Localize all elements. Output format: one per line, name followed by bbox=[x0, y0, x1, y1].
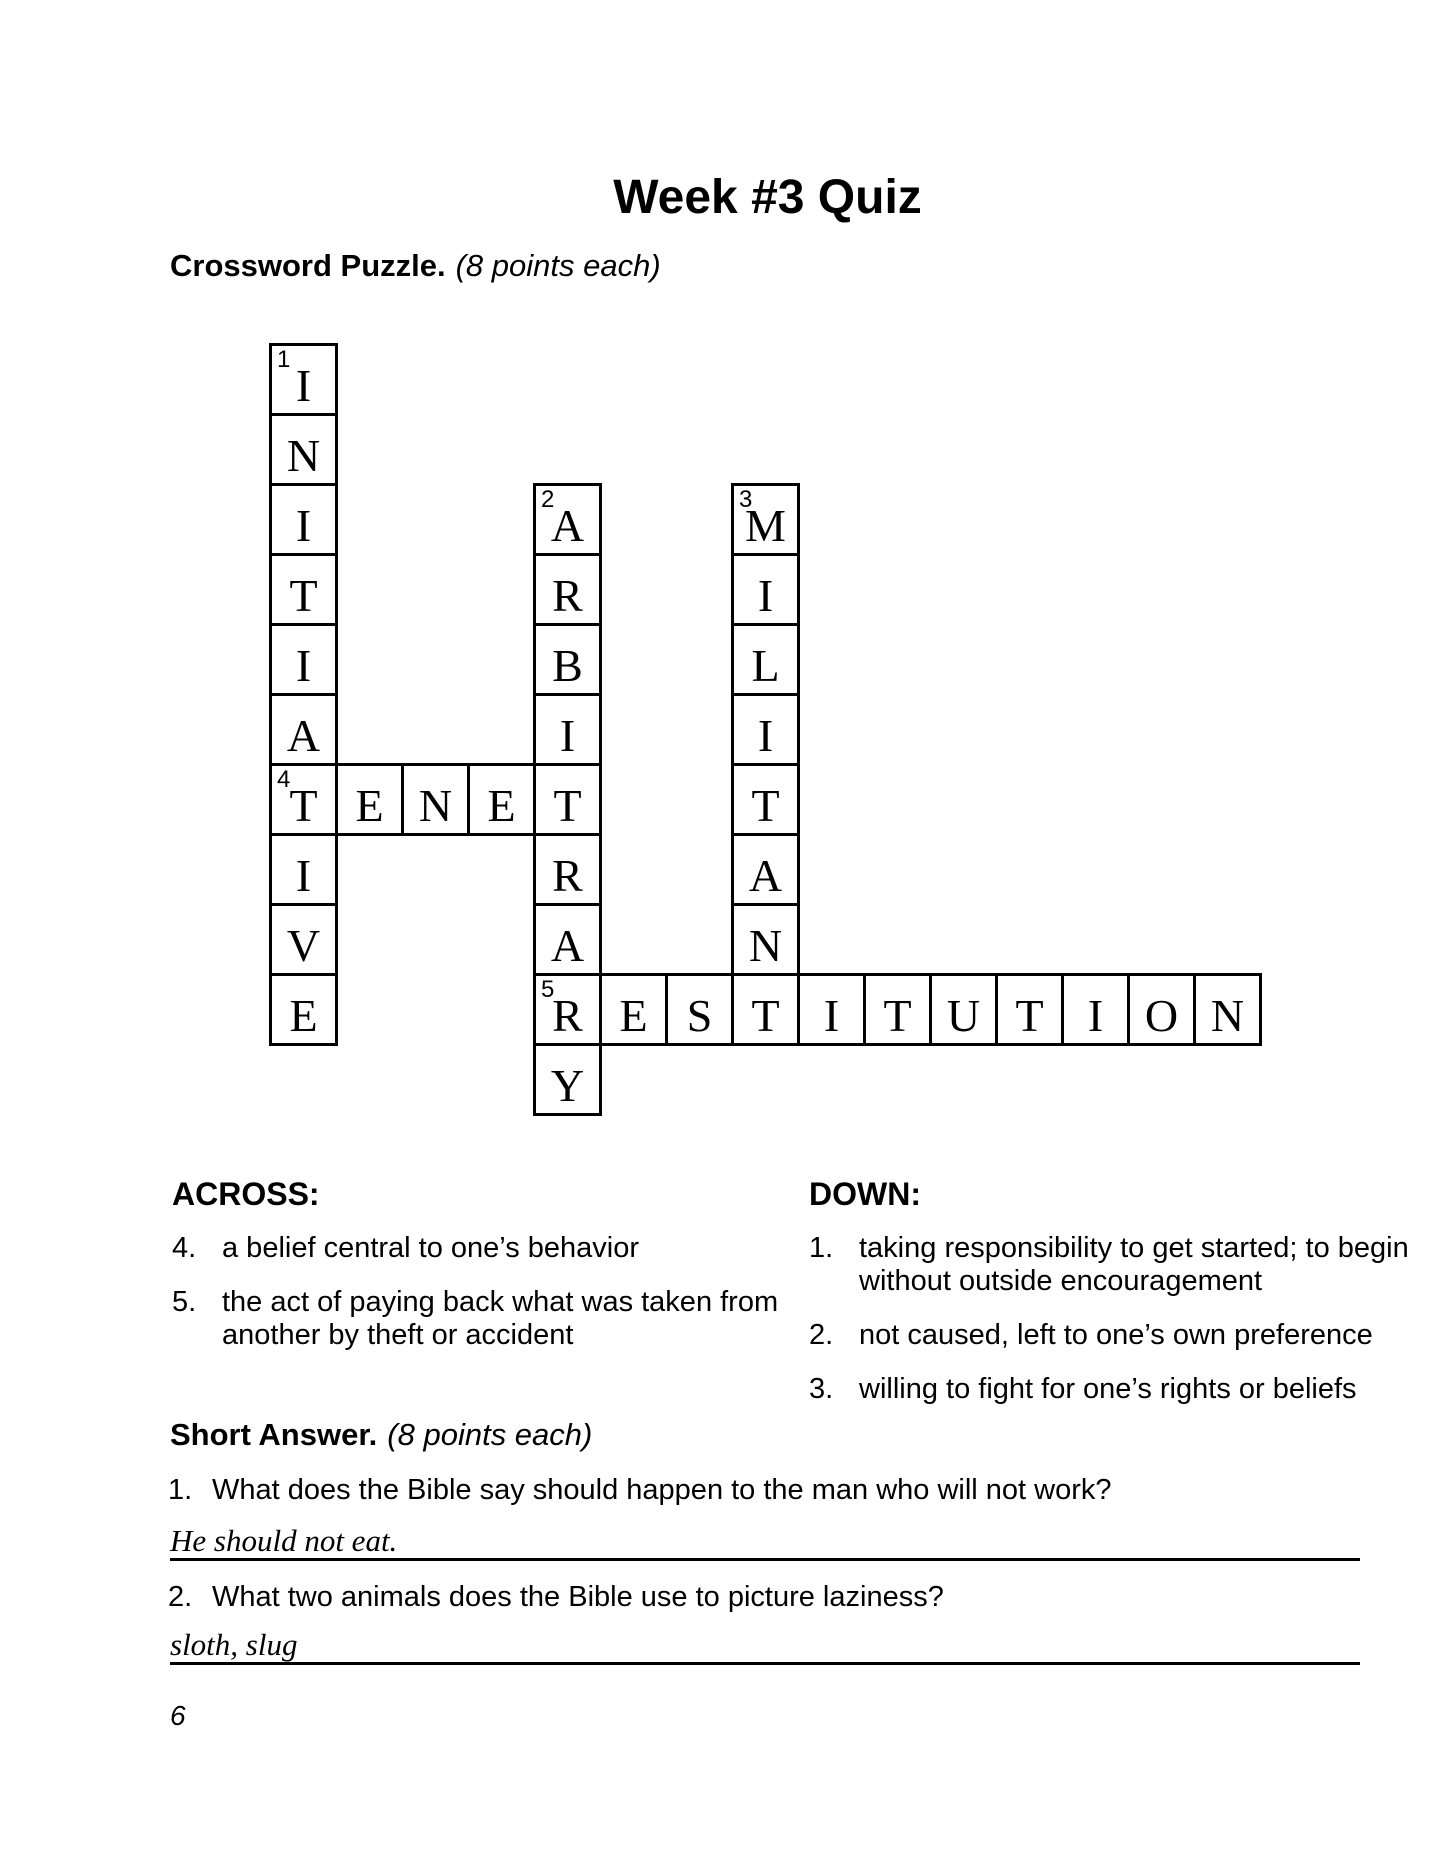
crossword-cell bbox=[731, 623, 800, 696]
down-heading: DOWN: bbox=[809, 1176, 921, 1212]
clue-line: another by theft or accident bbox=[222, 1319, 574, 1351]
crossword-cell bbox=[533, 973, 602, 1046]
crossword-cell bbox=[1061, 973, 1130, 1046]
clue-number: 4. bbox=[172, 1232, 197, 1264]
cell-letter: I bbox=[757, 570, 774, 621]
cell-letter: O bbox=[1144, 990, 1179, 1041]
clue-number-in-cell: 4 bbox=[277, 766, 291, 793]
crossword-cell bbox=[929, 973, 998, 1046]
cell-letter: N bbox=[286, 430, 321, 481]
cell-letter: I bbox=[295, 500, 312, 551]
short-answer-heading-label: Short Answer. bbox=[170, 1417, 378, 1452]
down-clue-1 bbox=[809, 1232, 1409, 1298]
cell-letter: E bbox=[289, 990, 318, 1041]
clue-number: 1. bbox=[809, 1232, 834, 1264]
cell-letter: T bbox=[553, 780, 582, 831]
clue-line: taking responsibility to get started; to begin bbox=[859, 1232, 1409, 1264]
cell-letter: I bbox=[1087, 990, 1104, 1041]
clue-line: the act of paying back what was taken from bbox=[222, 1286, 779, 1318]
cell-letter: T bbox=[289, 570, 318, 621]
cell-letter: U bbox=[946, 990, 981, 1041]
clue-text bbox=[859, 1373, 1357, 1406]
crossword-cell bbox=[269, 483, 338, 556]
cell-letter: A bbox=[550, 920, 585, 971]
cell-letter: A bbox=[550, 500, 585, 551]
crossword-cell bbox=[533, 833, 602, 906]
cell-letter: I bbox=[559, 710, 576, 761]
crossword-cell bbox=[269, 833, 338, 906]
crossword-cell bbox=[269, 903, 338, 976]
crossword-heading-label: Crossword Puzzle. bbox=[170, 248, 446, 283]
cell-letter: N bbox=[1210, 990, 1245, 1041]
question-text: What two animals does the Bible use to picture laziness? bbox=[212, 1581, 944, 1613]
cell-letter: N bbox=[418, 780, 453, 831]
crossword-cell bbox=[863, 973, 932, 1046]
cell-letter: R bbox=[552, 990, 583, 1041]
crossword-cell bbox=[533, 553, 602, 626]
cell-letter: S bbox=[686, 990, 713, 1041]
cell-letter: T bbox=[883, 990, 912, 1041]
across-clue-4 bbox=[172, 1232, 772, 1265]
cell-letter: E bbox=[487, 780, 516, 831]
crossword-cell bbox=[731, 903, 800, 976]
cell-letter: Y bbox=[550, 1060, 585, 1111]
cell-letter: A bbox=[748, 850, 783, 901]
crossword-cell bbox=[797, 973, 866, 1046]
cell-letter: I bbox=[295, 850, 312, 901]
crossword-cell bbox=[731, 833, 800, 906]
down-clue-3 bbox=[809, 1373, 1409, 1406]
clue-number-in-cell: 5 bbox=[541, 976, 555, 1003]
crossword-cell bbox=[599, 973, 668, 1046]
clue-line: willing to fight for one’s rights or beliefs bbox=[859, 1373, 1357, 1405]
page-title: Week #3 Quiz bbox=[613, 171, 922, 224]
cell-letter: I bbox=[295, 360, 312, 411]
cell-letter: V bbox=[286, 920, 321, 971]
crossword-cell bbox=[731, 483, 800, 556]
crossword-cell bbox=[269, 693, 338, 766]
cell-letter: T bbox=[289, 780, 318, 831]
clue-line: not caused, left to one’s own preference bbox=[859, 1319, 1373, 1351]
clue-number: 3. bbox=[809, 1373, 834, 1405]
cell-letter: I bbox=[823, 990, 840, 1041]
cell-letter: T bbox=[1015, 990, 1044, 1041]
page-number: 6 bbox=[170, 1700, 186, 1731]
down-clue-2 bbox=[809, 1319, 1409, 1352]
crossword-cell bbox=[269, 623, 338, 696]
crossword-section-heading bbox=[170, 249, 661, 282]
crossword-cell bbox=[269, 763, 338, 836]
answer-line-1: He should not eat. bbox=[170, 1524, 1360, 1561]
cell-letter: T bbox=[751, 780, 780, 831]
crossword-cell bbox=[335, 763, 404, 836]
cell-letter: I bbox=[757, 710, 774, 761]
crossword-cell bbox=[533, 763, 602, 836]
clue-number-in-cell: 3 bbox=[739, 486, 753, 513]
crossword-cell bbox=[533, 1043, 602, 1116]
crossword-cell bbox=[995, 973, 1064, 1046]
cell-letter: L bbox=[751, 640, 780, 691]
crossword-cell bbox=[533, 483, 602, 556]
crossword-cell bbox=[401, 763, 470, 836]
short-answer-section-heading bbox=[170, 1418, 592, 1451]
crossword-cell bbox=[665, 973, 734, 1046]
clue-number-in-cell: 2 bbox=[541, 486, 555, 513]
crossword-cell bbox=[533, 903, 602, 976]
cell-letter: T bbox=[751, 990, 780, 1041]
crossword-cell bbox=[269, 973, 338, 1046]
clue-line: without outside encouragement bbox=[859, 1265, 1263, 1297]
crossword-cell bbox=[467, 763, 536, 836]
cell-letter: A bbox=[286, 710, 321, 761]
clue-number-in-cell: 1 bbox=[277, 346, 291, 373]
crossword-cell bbox=[533, 623, 602, 696]
cell-letter: R bbox=[552, 850, 583, 901]
across-clues-section bbox=[172, 1176, 779, 1352]
crossword-cell bbox=[269, 553, 338, 626]
across-heading: ACROSS: bbox=[172, 1176, 320, 1212]
question-text: What does the Bible say should happen to the man who will not work? bbox=[212, 1474, 1112, 1506]
cell-letter: B bbox=[552, 640, 583, 691]
cell-letter: R bbox=[552, 570, 583, 621]
clue-text bbox=[222, 1232, 639, 1265]
short-answer-question-1 bbox=[168, 1474, 1112, 1507]
crossword-cell bbox=[731, 973, 800, 1046]
cell-letter: M bbox=[745, 500, 786, 551]
crossword-cell bbox=[269, 343, 338, 416]
crossword-cell bbox=[731, 693, 800, 766]
crossword-cell bbox=[731, 763, 800, 836]
cell-letter: N bbox=[748, 920, 783, 971]
crossword-cell bbox=[731, 553, 800, 626]
crossword-cell bbox=[269, 413, 338, 486]
cell-letter: E bbox=[355, 780, 384, 831]
crossword-cell bbox=[1127, 973, 1196, 1046]
question-number: 2. bbox=[168, 1581, 193, 1613]
clue-text bbox=[222, 1286, 778, 1352]
question-number: 1. bbox=[168, 1474, 193, 1506]
clue-text bbox=[859, 1232, 1409, 1298]
cell-letter: E bbox=[619, 990, 648, 1041]
clue-line: a belief central to one’s behavior bbox=[222, 1232, 640, 1264]
cell-letter: I bbox=[295, 640, 312, 691]
short-answer-points-label: (8 points each) bbox=[387, 1417, 593, 1452]
across-clue-5 bbox=[172, 1286, 779, 1352]
crossword-cell bbox=[1193, 973, 1262, 1046]
clue-number: 2. bbox=[809, 1319, 834, 1351]
down-clues-section bbox=[809, 1178, 1409, 1406]
short-answer-question-2 bbox=[168, 1581, 944, 1614]
clue-text bbox=[859, 1319, 1373, 1352]
crossword-cell bbox=[533, 693, 602, 766]
crossword-points-label: (8 points each) bbox=[455, 248, 661, 283]
clue-number: 5. bbox=[172, 1286, 197, 1318]
answer-line-2: sloth, slug bbox=[170, 1628, 1360, 1665]
